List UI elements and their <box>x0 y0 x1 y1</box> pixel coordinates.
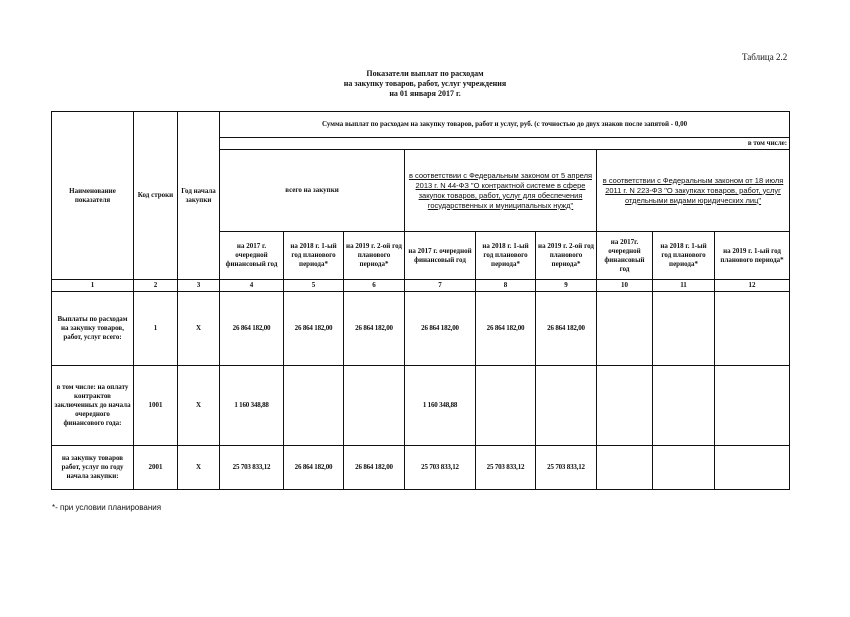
value-cell: 26 864 182,00 <box>284 446 344 490</box>
row-name: Выплаты по расходам на закупку товаров, работ, услуг всего: <box>52 292 134 366</box>
value-cell <box>597 292 653 366</box>
value-cell <box>284 366 344 446</box>
column-number: 1 <box>52 280 134 292</box>
value-cell: 26 864 182,00 <box>405 292 476 366</box>
header-indicator-name: Наименование показателя <box>52 112 134 280</box>
document-title <box>0 69 850 99</box>
column-number: 5 <box>284 280 344 292</box>
title-line-3: на 01 января 2017 г. <box>389 89 461 98</box>
subheader-fz44-2019: на 2019 г. 2-ой год планового периода* <box>536 232 597 280</box>
value-cell <box>597 366 653 446</box>
subheader-total-2017: на 2017 г. очередной финансовый год <box>220 232 284 280</box>
value-cell: 26 864 182,00 <box>344 446 405 490</box>
header-row-code: Код строки <box>134 112 178 280</box>
header-fz44: в соответствии с Федеральным законом от 5 апреля 2013 г. N 44-ФЗ "О контрактной системе в сфере закупок товаров, работ, услуг для обеспечения государственных и муниципальных нужд" <box>405 150 597 232</box>
column-number: 6 <box>344 280 405 292</box>
column-number: 9 <box>536 280 597 292</box>
table-number-label: Таблица 2.2 <box>742 52 788 62</box>
column-number: 8 <box>476 280 536 292</box>
title-line-2: на закупку товаров, работ, услуг учреждения <box>343 79 507 88</box>
column-number: 4 <box>220 280 284 292</box>
table-row-prior-contracts <box>52 366 790 446</box>
subheader-fz223-2018: на 2018 г. 1-ый год планового периода* <box>653 232 715 280</box>
header-spacer <box>220 138 597 150</box>
table-row-total <box>52 292 790 366</box>
footnote: *- при условии планирования <box>52 503 162 512</box>
row-code: 2001 <box>134 446 178 490</box>
value-cell <box>653 292 715 366</box>
column-number: 10 <box>597 280 653 292</box>
value-cell <box>653 446 715 490</box>
value-cell: 25 703 833,12 <box>476 446 536 490</box>
column-number: 7 <box>405 280 476 292</box>
value-cell <box>715 292 790 366</box>
value-cell: 26 864 182,00 <box>536 292 597 366</box>
value-cell: 26 864 182,00 <box>476 292 536 366</box>
subheader-total-2019: на 2019 г. 2-ой год планового периода* <box>344 232 405 280</box>
value-cell: 26 864 182,00 <box>344 292 405 366</box>
value-cell <box>536 366 597 446</box>
row-name: в том числе: на оплату контрактов заключенных до начала очередного финансового года: <box>52 366 134 446</box>
row-code: 1 <box>134 292 178 366</box>
header-payment-sum: Сумма выплат по расходам на закупку товаров, работ и услуг, руб. (с точностью до двух знаков после запятой - 0,00 <box>220 112 790 138</box>
value-cell: 25 703 833,12 <box>405 446 476 490</box>
value-cell <box>715 366 790 446</box>
column-number: 12 <box>715 280 790 292</box>
value-cell: 26 864 182,00 <box>284 292 344 366</box>
value-cell: 25 703 833,12 <box>220 446 284 490</box>
subheader-fz44-2017: на 2017 г. очередной финансовый год <box>405 232 476 280</box>
subheader-total-2018: на 2018 г. 1-ый год планового периода* <box>284 232 344 280</box>
value-cell <box>597 446 653 490</box>
value-cell: 26 864 182,00 <box>220 292 284 366</box>
row-year: X <box>178 446 220 490</box>
title-line-1: Показатели выплат по расходам <box>366 69 484 78</box>
row-year: X <box>178 292 220 366</box>
value-cell <box>476 366 536 446</box>
header-purchase-year: Год начала закупки <box>178 112 220 280</box>
table-row-by-start-year <box>52 446 790 490</box>
subheader-fz223-2019: на 2019 г. 1-ый год планового периода* <box>715 232 790 280</box>
value-cell <box>715 446 790 490</box>
header-including: в том числе: <box>597 138 790 150</box>
row-year: X <box>178 366 220 446</box>
column-number: 3 <box>178 280 220 292</box>
subheader-fz44-2018: на 2018 г. 1-ый год планового периода* <box>476 232 536 280</box>
value-cell: 1 160 348,88 <box>405 366 476 446</box>
value-cell <box>653 366 715 446</box>
expenditure-table <box>51 111 790 490</box>
row-name: на закупку товаров работ, услуг по году начала закупки: <box>52 446 134 490</box>
value-cell: 1 160 348,88 <box>220 366 284 446</box>
column-number: 2 <box>134 280 178 292</box>
header-fz223: в соответствии с Федеральным законом от 18 июля 2011 г. N 223-ФЗ "О закупках товаров, работ, услуг отдельными видами юридических лиц" <box>597 150 790 232</box>
subheader-fz223-2017: на 2017г. очередной финансовый год <box>597 232 653 280</box>
header-total-purchases: всего на закупки <box>220 150 405 232</box>
value-cell <box>344 366 405 446</box>
column-number-row <box>52 280 790 292</box>
row-code: 1001 <box>134 366 178 446</box>
column-number: 11 <box>653 280 715 292</box>
value-cell: 25 703 833,12 <box>536 446 597 490</box>
